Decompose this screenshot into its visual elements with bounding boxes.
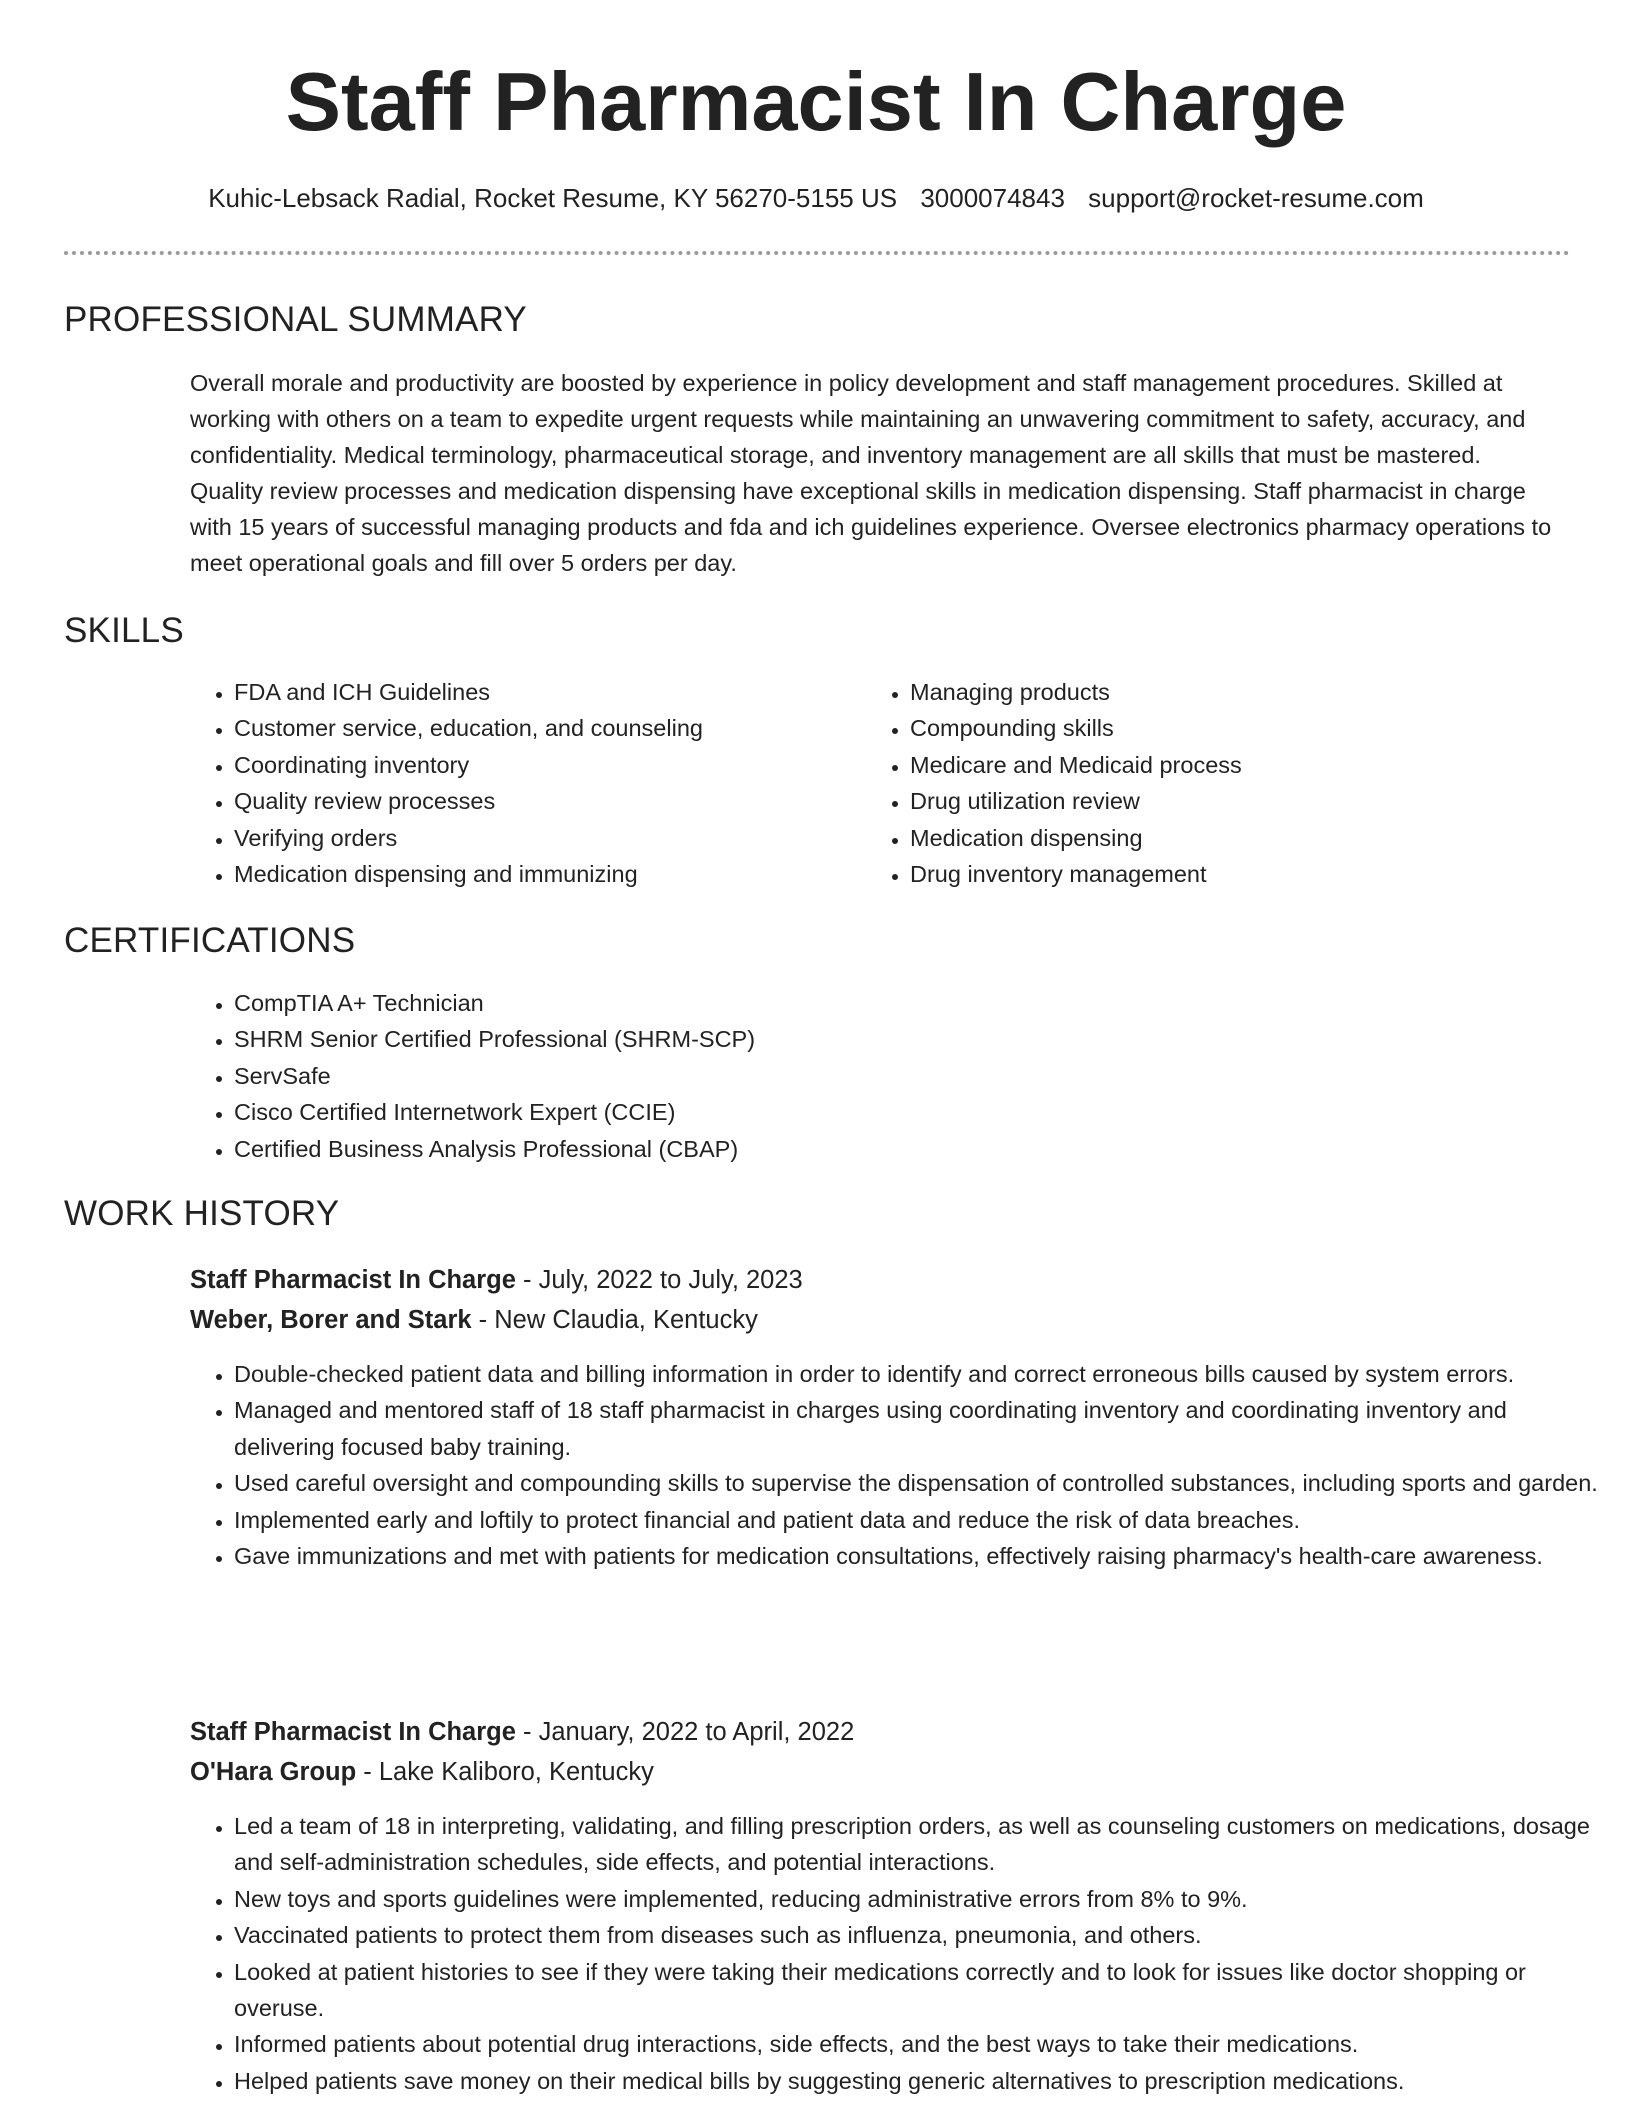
skill-item: • Managing products bbox=[910, 674, 1530, 710]
certifications-list bbox=[190, 985, 1534, 1167]
job-company: O'Hara Group bbox=[190, 1758, 357, 1786]
skill-item: • Medication dispensing and immunizing bbox=[234, 856, 854, 892]
job-bullets bbox=[190, 1808, 1604, 2099]
job-bullet: • Led a team of 18 in interpreting, validating, and filling prescription orders, as well as counseling customers on medications, dosage and self-administration schedules, side effects, and potential interactions. bbox=[234, 1808, 1604, 1881]
job-title-line: Staff Pharmacist In Charge - January, 2022 to April, 2022 bbox=[190, 1718, 855, 1746]
job-title-line: Staff Pharmacist In Charge - July, 2022 to July, 2023 bbox=[190, 1266, 803, 1294]
certification-item: • SHRM Senior Certified Professional (SHRM-SCP) bbox=[234, 1021, 1534, 1057]
job-dates: January, 2022 to April, 2022 bbox=[538, 1718, 855, 1746]
contact-email: support@rocket-resume.com bbox=[1088, 183, 1424, 213]
job-bullet: • Vaccinated patients to protect them from diseases such as influenza, pneumonia, and others. bbox=[234, 1917, 1604, 1953]
resume-name: Staff Pharmacist In Charge bbox=[285, 55, 1347, 148]
contact-address: Kuhic-Lebsack Radial, Rocket Resume, KY 56270-5155 US bbox=[208, 183, 898, 213]
work-history-heading: WORK HISTORY bbox=[64, 1194, 340, 1233]
header-divider bbox=[64, 251, 1570, 255]
job-location: Lake Kaliboro, Kentucky bbox=[378, 1758, 654, 1786]
job-bullet: • Used careful oversight and compounding skills to supervise the dispensation of controlled substances, including sports and garden. bbox=[234, 1465, 1604, 1501]
contact-phone: 3000074843 bbox=[920, 183, 1065, 213]
job-company: Weber, Borer and Stark bbox=[190, 1306, 472, 1334]
job-location: New Claudia, Kentucky bbox=[494, 1306, 758, 1334]
skill-item: • Coordinating inventory bbox=[234, 747, 854, 783]
skill-item: • FDA and ICH Guidelines bbox=[234, 674, 854, 710]
job-bullet: • Implemented early and loftily to protect financial and patient data and reduce the risk of data breaches. bbox=[234, 1502, 1604, 1538]
contact-line bbox=[0, 180, 1632, 216]
skill-item: • Drug utilization review bbox=[910, 783, 1530, 819]
job-title: Staff Pharmacist In Charge bbox=[190, 1718, 516, 1746]
summary-text: Overall morale and productivity are boosted by experience in policy development and staff management procedures. Skilled at working with others on a team to expedite urgent requests while maintaining an unwavering commitment to safety, accuracy, and confidentiality. Medical terminology, pharmaceutical storage, and inventory management are all skills that must be mastered. Quality review processes and medication dispensing have exceptional skills in medication dispensing. Staff pharmacist in charge with 15 years of successful managing products and fda and ich guidelines experience. Oversee electronics pharmacy operations to meet operational goals and fill over 5 orders per day. bbox=[190, 370, 1552, 576]
skill-item: • Compounding skills bbox=[910, 710, 1530, 746]
job-bullet: • Double-checked patient data and billing information in order to identify and correct erroneous bills caused by system errors. bbox=[234, 1356, 1604, 1392]
job-company-line: Weber, Borer and Stark - New Claudia, Kentucky bbox=[190, 1306, 758, 1334]
job-bullet: • Looked at patient histories to see if they were taking their medications correctly and to look for issues like doctor shopping or overuse. bbox=[234, 1954, 1604, 2027]
certification-item: • Cisco Certified Internetwork Expert (CCIE) bbox=[234, 1094, 1534, 1130]
job-bullet: • New toys and sports guidelines were implemented, reducing administrative errors from 8% to 9%. bbox=[234, 1881, 1604, 1917]
skill-item: • Customer service, education, and counseling bbox=[234, 710, 854, 746]
skill-item: • Medicare and Medicaid process bbox=[910, 747, 1530, 783]
job-bullet: • Managed and mentored staff of 18 staff pharmacist in charges using coordinating inventory and coordinating inventory and delivering focused baby training. bbox=[234, 1392, 1604, 1465]
certification-item: • ServSafe bbox=[234, 1058, 1534, 1094]
certifications-heading: CERTIFICATIONS bbox=[64, 921, 356, 960]
summary-heading: PROFESSIONAL SUMMARY bbox=[64, 300, 527, 339]
skill-item: • Drug inventory management bbox=[910, 856, 1530, 892]
certification-item: • Certified Business Analysis Professional (CBAP) bbox=[234, 1131, 1534, 1167]
skills-list-left bbox=[190, 674, 854, 892]
job-bullet: • Helped patients save money on their medical bills by suggesting generic alternatives to prescription medications. bbox=[234, 2063, 1604, 2099]
skill-item: • Quality review processes bbox=[234, 783, 854, 819]
skill-item: • Medication dispensing bbox=[910, 820, 1530, 856]
job-bullets bbox=[190, 1356, 1604, 1574]
skill-item: • Verifying orders bbox=[234, 820, 854, 856]
job-title: Staff Pharmacist In Charge bbox=[190, 1266, 516, 1294]
job-bullet: • Informed patients about potential drug interactions, side effects, and the best ways to take their medications. bbox=[234, 2026, 1604, 2062]
job-dates: July, 2022 to July, 2023 bbox=[538, 1266, 803, 1294]
skills-list-right bbox=[866, 674, 1530, 892]
job-company-line: O'Hara Group - Lake Kaliboro, Kentucky bbox=[190, 1758, 654, 1786]
job-bullet: • Gave immunizations and met with patients for medication consultations, effectively raising pharmacy's health-care awareness. bbox=[234, 1538, 1604, 1574]
skills-heading: SKILLS bbox=[64, 611, 184, 650]
certification-item: • CompTIA A+ Technician bbox=[234, 985, 1534, 1021]
